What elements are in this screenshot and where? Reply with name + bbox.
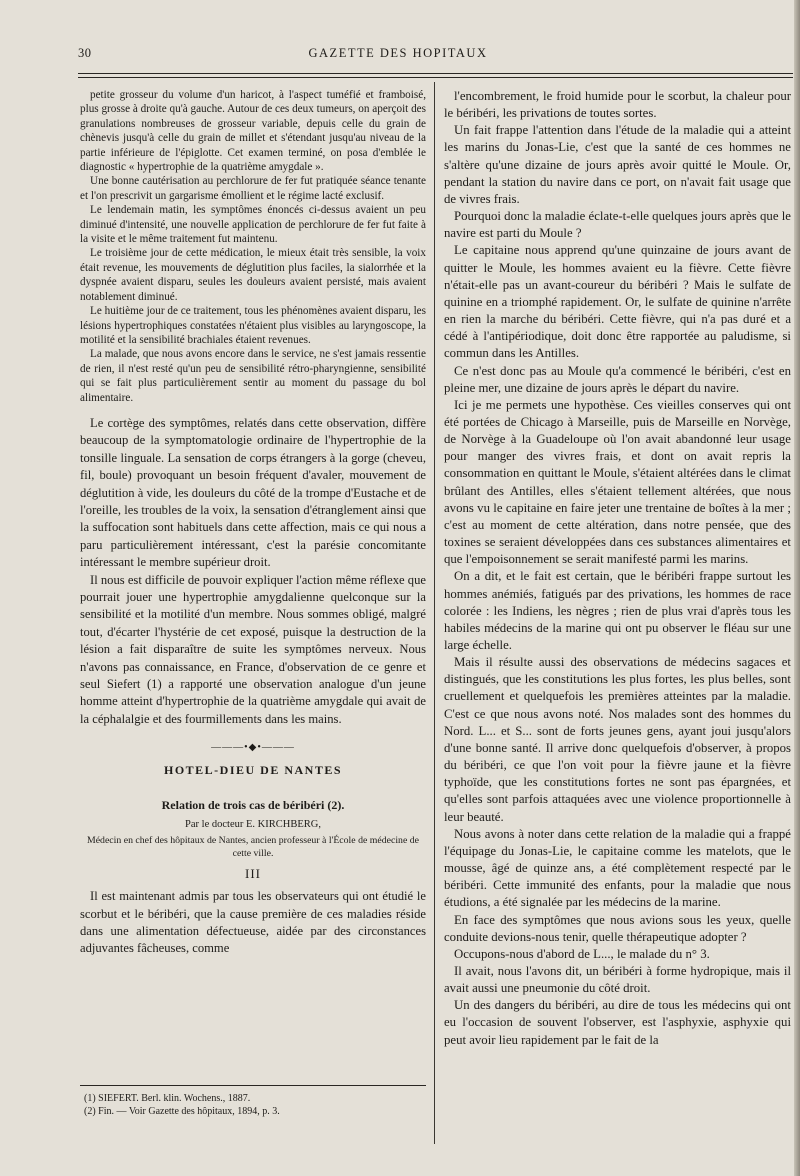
paragraph: Le capitaine nous apprend qu'une quinzaine de jours avant de quitter le Moule, les hommes avaient eu la fièvre. Cette fièvre n'était-elle pas un avant-coureur du béribéri ? Mais le sulfate de quinine en a triomphé rapidement. Or, le sulfate de quinine n'arrête en rien la marche du béribéri. Cette fièvre, qui n'a pas duré et a cédé à l'antipériodique, doit donc être rapportée au paludisme, si commun dans les Antilles. [444,243,791,361]
page-edge [794,0,800,1176]
header-rule-thin [78,77,793,78]
part-number: III [245,866,261,882]
paragraph: Le cortège des symptômes, relatés dans cette observation, diffère beaucoup de la symptomatologie ordinaire de l'hypertrophie de la tonsille linguale. La sensation de corps étrangers à la gorge (cheveu, fil, boule) provoquant un besoin fréquent d'avaler, mouvement de déglutition à vide, les douleurs du côté de la trompe d'Eustache et de l'oreille, les troubles de la voix, la sensation d'étranglement ainsi que la suffocation sont habituels dans cette affection, mais ce qui nous a paru particulièrement intéressant, c'est la parésie concomitante intéressant le membre supérieur droit. [80,415,426,570]
left-column [80,88,426,958]
observation-text [80,88,426,405]
section-flourish: ———•◆•——— [211,742,295,754]
paragraph: Nous avons à noter dans cette relation de la maladie qui a frappé l'équipage du Jonas-Lie, le capitaine comme les matelots, que le mousse, âgé de quinze ans, a été complètement respecté par le béribéri. Cette immunité des enfants, pour la maladie que nous étudions, a été signalée par les médecins de la marine. [444,826,791,910]
discussion-text [80,415,426,728]
paragraph: Le troisième jour de cette médication, le mieux était très sensible, la voix était revenue, les mouvements de déglutition plus faciles, la sialorrhée et la dyspnée avaient disparu, seules les douleurs avaient persisté, mais avaient notablement diminué. [80,247,426,303]
right-column [444,88,791,1049]
paragraph: Le lendemain matin, les symptômes énoncés ci-dessus avaient un peu diminué d'intensité, une nouvelle application de perchlorure de fer fut faite à la visite et le même traitement fut maintenu. [80,204,426,246]
paragraph: Il nous est difficile de pouvoir expliquer l'action même réflexe que pourrait jouer une hypertrophie amygdalienne quelconque sur la sensibilité et la motilité d'un membre. Nous sommes obligé, malgré tout, d'écarter l'hystérie de cet exposé, puisque la destruction de la lésion a fait disparaître de suite les symptômes nerveux. Nous n'avons pas connaissance, en France, d'observation de ce genre et seul Siefert (1) a rapporté une observation analogue d'un jeune homme atteint d'hypertrophie de la quatrième amygdale qui avait de la céphalalgie et des fourmillements dans les mains. [80,572,426,726]
paragraph: l'encombrement, le froid humide pour le scorbut, la chaleur pour le béribéri, les privations de toutes sortes. [444,89,791,121]
footnotes [80,1092,426,1118]
paragraph: Il avait, nous l'avons dit, un béribéri à forme hydropique, mais il avait aussi une pneumonie du côté droit. [444,963,791,996]
footnote: (2) Fin. — Voir Gazette des hôpitaux, 1894, p. 3. [84,1106,280,1117]
paragraph: Il est maintenant admis par tous les observateurs qui ont étudié le scorbut et le béribéri, que la cause première de ces maladies réside dans une alimentation défectueuse, aidée par des circonstances adjuvantes fâcheuses, comme [80,889,426,956]
paragraph: Occupons-nous d'abord de L..., le malade du n° 3. [454,946,710,961]
paragraph: On a dit, et le fait est certain, que le béribéri frappe surtout les hommes anémiés, fatigués par des privations, les hommes de race colorée : les Indiens, les nègres ; rien de plus vrai d'après tous les habiles médecins de la marine qui ont pu observer le fléau sur une large échelle. [444,569,791,652]
header-rule [78,73,793,74]
paragraph: Un des dangers du béribéri, au dire de tous les médecins qui ont eu l'occasion de souvent l'observer, est l'asphyxie, asphyxie qui peut avoir lieu rapidement par le fait de la [444,998,791,1047]
paragraph: Le huitième jour de ce traitement, tous les phénomènes avaient disparu, les lésions hypertrophiques constatées n'étaient plus visibles au laryngoscope, la motilité et la sensibilité brachiales étaient revenues. [80,305,426,346]
paragraph: Mais il résulte aussi des observations de médecins sagaces et distingués, que les constitutions les plus fortes, les plus belles, sont cruellement et quelquefois les premières atteintes par la maladie. C'est ce que nous avons noté. Nos malades sont des hommes du Nord. L... et S... sont de forts jeunes gens, ayant joui jusqu'alors d'une bonne santé. Il arrive donc quelquefois d'observer, à propos du béribéri, ce que l'on voit pour la fièvre jaune et la fièvre typhoïde, que les constitutions fortes ne sont pas épargnées, et qu'elles sont parfois attaquées avec une violence proportionnelle à leur beauté. [444,655,791,824]
section-title: HOTEL-DIEU DE NANTES [163,763,343,778]
footnote-rule [80,1085,426,1086]
paragraph: Ici je me permets une hypothèse. Ces vieilles conserves qui ont été portées de Chicago à Marseille, puis de Marseille en Norvège, de Norvège à la Guadeloupe où l'on avait abandonné leur usage pour manger des vivres frais, et dont on avait repris la consommation en quittant le Moule, s'étaient altérées dans le climat brûlant des Antilles, elles s'étaient tellement altérées, que nous avons vu le capitaine en faire jeter une trentaine de boîtes à la mer ; c'est au moment de cette altération, dans notre pensée, que des toxines se seraient développées dans ces substances alimentaires et que l'empoisonnement se serait manifesté parmi les marins. [444,397,791,567]
journal-title: GAZETTE DES HOPITAUX [308,46,488,60]
paragraph: Une bonne cautérisation au perchlorure de fer fut pratiquée séance tenante et l'on prescrivit un gargarisme émollient et le régime lacté exclusif. [80,175,426,202]
paragraph: Ce n'est donc pas au Moule qu'a commencé le béribéri, c'est en pleine mer, une dizaine de jours après le départ du navire. [444,363,791,395]
article-byline: Par le docteur E. KIRCHBERG, [185,819,321,831]
page-number: 30 [78,46,92,60]
author-affiliation: Médecin en chef des hôpitaux de Nantes, ancien professeur à l'École de médecine de cette ville. [87,835,419,860]
paragraph: Pourquoi donc la maladie éclate-t-elle quelques jours après que le navire est parti du Moule ? [444,209,791,241]
footnote: (1) SIEFERT. Berl. klin. Wochens., 1887. [84,1093,251,1104]
page-header [78,46,793,64]
paragraph: En face des symptômes que nous avions sous les yeux, quelle conduite devions-nous tenir, quelle thérapeutique adopter ? [444,912,791,944]
paragraph: La malade, que nous avons encore dans le service, ne s'est jamais ressentie de rien, il n'est resté qu'un peu de sensibilité rétro-pharyngienne, sensibilité qui se fait plus particulièrement sentir au moment du passage du bol alimentaire. [80,348,426,404]
article-title: Relation de trois cas de béribéri (2). [161,798,345,813]
article-text [80,888,426,958]
column-divider [434,82,435,1144]
paragraph: petite grosseur du volume d'un haricot, à l'aspect tuméfié et framboisé, plus grosse à droite qu'à gauche. Autour de ces deux tumeurs, on aperçoit des granulations nombreuses de grosseur variable, depuis celle du grain de chènevis jusqu'à celle du grain de millet et s'étendant jusqu'au niveau de la partie inférieure de l'épiglotte. Cet examen terminé, on posa d'emblée le diagnostic « hypertrophie de la quatrième amygdale ». [80,89,426,174]
paragraph: Un fait frappe l'attention dans l'étude de la maladie qui a atteint les marins du Jonas-Lie, c'est que la santé de ces hommes ne s'altère qu'une dizaine de jours après avoir quitté le Moule. Or, pendant la station du navire dans ce port, on n'avait fait usage que de vivres frais. [444,123,791,206]
